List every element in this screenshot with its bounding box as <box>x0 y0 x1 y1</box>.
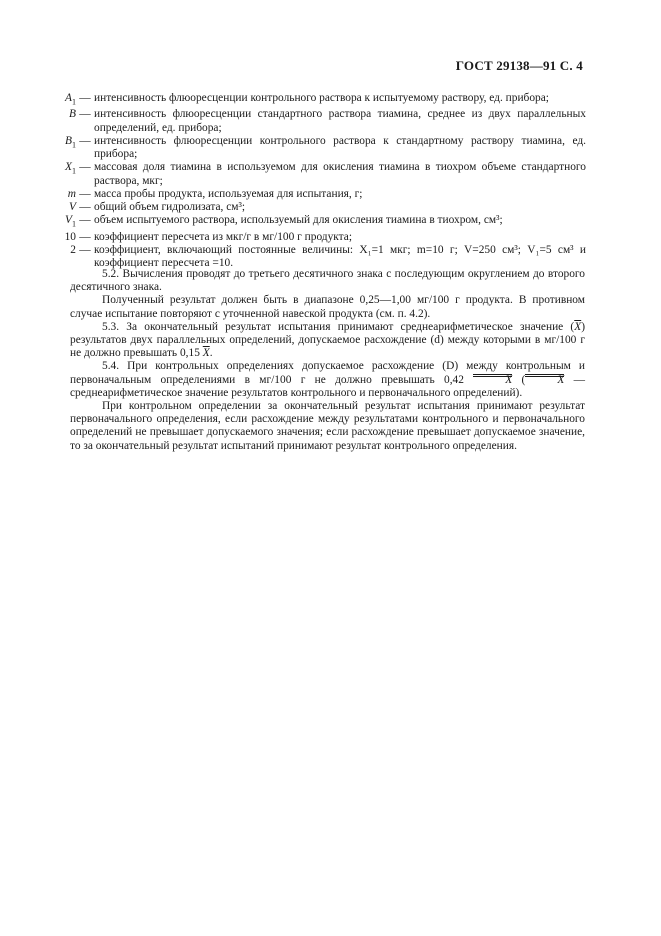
mean-x-symbol-2: $\overline{X}$ <box>202 347 210 360</box>
symbol-letter: X <box>65 161 72 174</box>
definition-symbol <box>38 214 76 230</box>
symbol-letter: V <box>65 214 72 227</box>
definition-text: интенсивность флюоресценции стандартного раствора тиамина, среднее из двух параллельных определений, ед. прибора; <box>94 108 586 134</box>
definition-text: масса пробы продукта, используемая для испытания, г; <box>94 187 363 200</box>
mean-x-symbol: $\overline{X}$ <box>574 320 582 333</box>
definition-dash: — <box>79 134 91 147</box>
paragraphs <box>70 268 585 453</box>
definition-dash: — <box>79 214 91 227</box>
definition-symbol <box>38 92 76 108</box>
definition-dash: — <box>79 243 91 256</box>
definition-dash: — <box>79 108 91 121</box>
definition-row <box>38 188 586 201</box>
definition-symbol <box>38 108 76 134</box>
symbol-subscript: 1 <box>72 97 76 107</box>
paragraph-control-determination: При контрольном определении за окончательный результат испытания принимают результат первоначального определения, если расхождение между результатами контрольного и первоначального определений не превышает допускаемого значения; если расхождение превышает допускаемое значение, то за окончательный результат испытаний принимают результат контрольного определения. <box>70 400 585 452</box>
definition-row <box>38 201 586 214</box>
paragraph-5-2: 5.2. Вычисления проводят до третьего десятичного знака с последующим округлением до второго десятичного знака. <box>70 268 585 294</box>
definition-row <box>38 214 586 230</box>
p54-text-a: 5.4. При контрольных определениях допускаемое расхождение (D) между контрольным и первоначальным определениями в мг/100 г не должно превышать 0,42 <box>70 360 585 386</box>
double-mean-x-symbol: X <box>473 374 512 387</box>
definition-row <box>38 244 586 270</box>
symbol-letter: 10 <box>64 230 76 243</box>
p53-text-b: ) результатов двух параллельных определений, допускаемое расхождение (d) между которыми в мг/100 г не должно превышать 0,15 <box>70 320 585 360</box>
p53-text-c: . <box>209 347 213 360</box>
paragraph-5-3 <box>70 321 585 361</box>
symbol-definitions <box>38 92 586 270</box>
definition-symbol <box>38 135 76 161</box>
definition-text: массовая доля тиамина в используемом для окисления тиамина в тиохром объеме стандартного раствора, мкг; <box>94 161 586 187</box>
paragraph-5-2-result: Полученный результат должен быть в диапазоне 0,25—1,00 мг/100 г продукта. В противном случае испытание повторяют с уточненной навеской продукта (см. п. 4.2). <box>70 294 585 320</box>
definition-dash: — <box>79 92 91 104</box>
definition-text: интенсивность флюоресценции контрольного раствора к испытуемому раствору, ед. прибора; <box>94 92 549 104</box>
definition-row <box>38 92 586 108</box>
definition-symbol <box>38 188 76 201</box>
symbol-subscript: 1 <box>72 219 76 229</box>
definition-text: объем испытуемого раствора, используемый для окисления тиамина в тиохром, см³; <box>94 214 503 227</box>
definition-text: общий объем гидролизата, см³; <box>94 200 246 213</box>
page-header: ГОСТ 29138—91 С. 4 <box>455 58 583 73</box>
p54-text-b: ( <box>512 373 526 386</box>
definition-text: коэффициент, включающий постоянные величины: X₁=1 мкг; m=10 г; V=250 см³; V₁=5 см³ и коэффициент пересчета =10. <box>94 243 586 269</box>
p53-text-a: 5.3. За окончательный результат испытания принимают среднеарифметическое значение ( <box>102 320 575 333</box>
double-mean-x-symbol-2: X <box>525 374 564 387</box>
symbol-subscript: 1 <box>72 140 76 150</box>
definition-dash: — <box>79 161 91 174</box>
definition-dash: — <box>79 187 91 200</box>
symbol-letter: B <box>69 108 76 121</box>
definition-dash: — <box>79 200 91 213</box>
definition-row <box>38 108 586 134</box>
symbol-letter: A <box>65 92 72 104</box>
definition-text: интенсивность флюоресценции контрольного раствора к стандартному раствору тиамина, ед. прибора; <box>94 134 586 161</box>
p54-text-c: — среднеарифметическое значение результатов контрольного и первоначального определений). <box>70 373 585 399</box>
definition-dash: — <box>79 230 91 243</box>
symbol-subscript: 1 <box>72 166 76 176</box>
definition-row <box>38 231 586 244</box>
definition-row <box>38 135 586 161</box>
paragraph-5-4 <box>70 360 585 400</box>
definition-symbol <box>38 231 76 244</box>
symbol-letter: B <box>65 134 72 147</box>
symbol-letter: m <box>67 187 76 200</box>
symbol-letter: V <box>69 200 76 213</box>
definition-symbol <box>38 201 76 214</box>
definition-row <box>38 161 586 187</box>
definition-symbol <box>38 244 76 270</box>
definition-text: коэффициент пересчета из мкг/г в мг/100 г продукта; <box>94 230 353 243</box>
symbol-letter: 2 <box>70 243 76 256</box>
definition-symbol <box>38 161 76 187</box>
